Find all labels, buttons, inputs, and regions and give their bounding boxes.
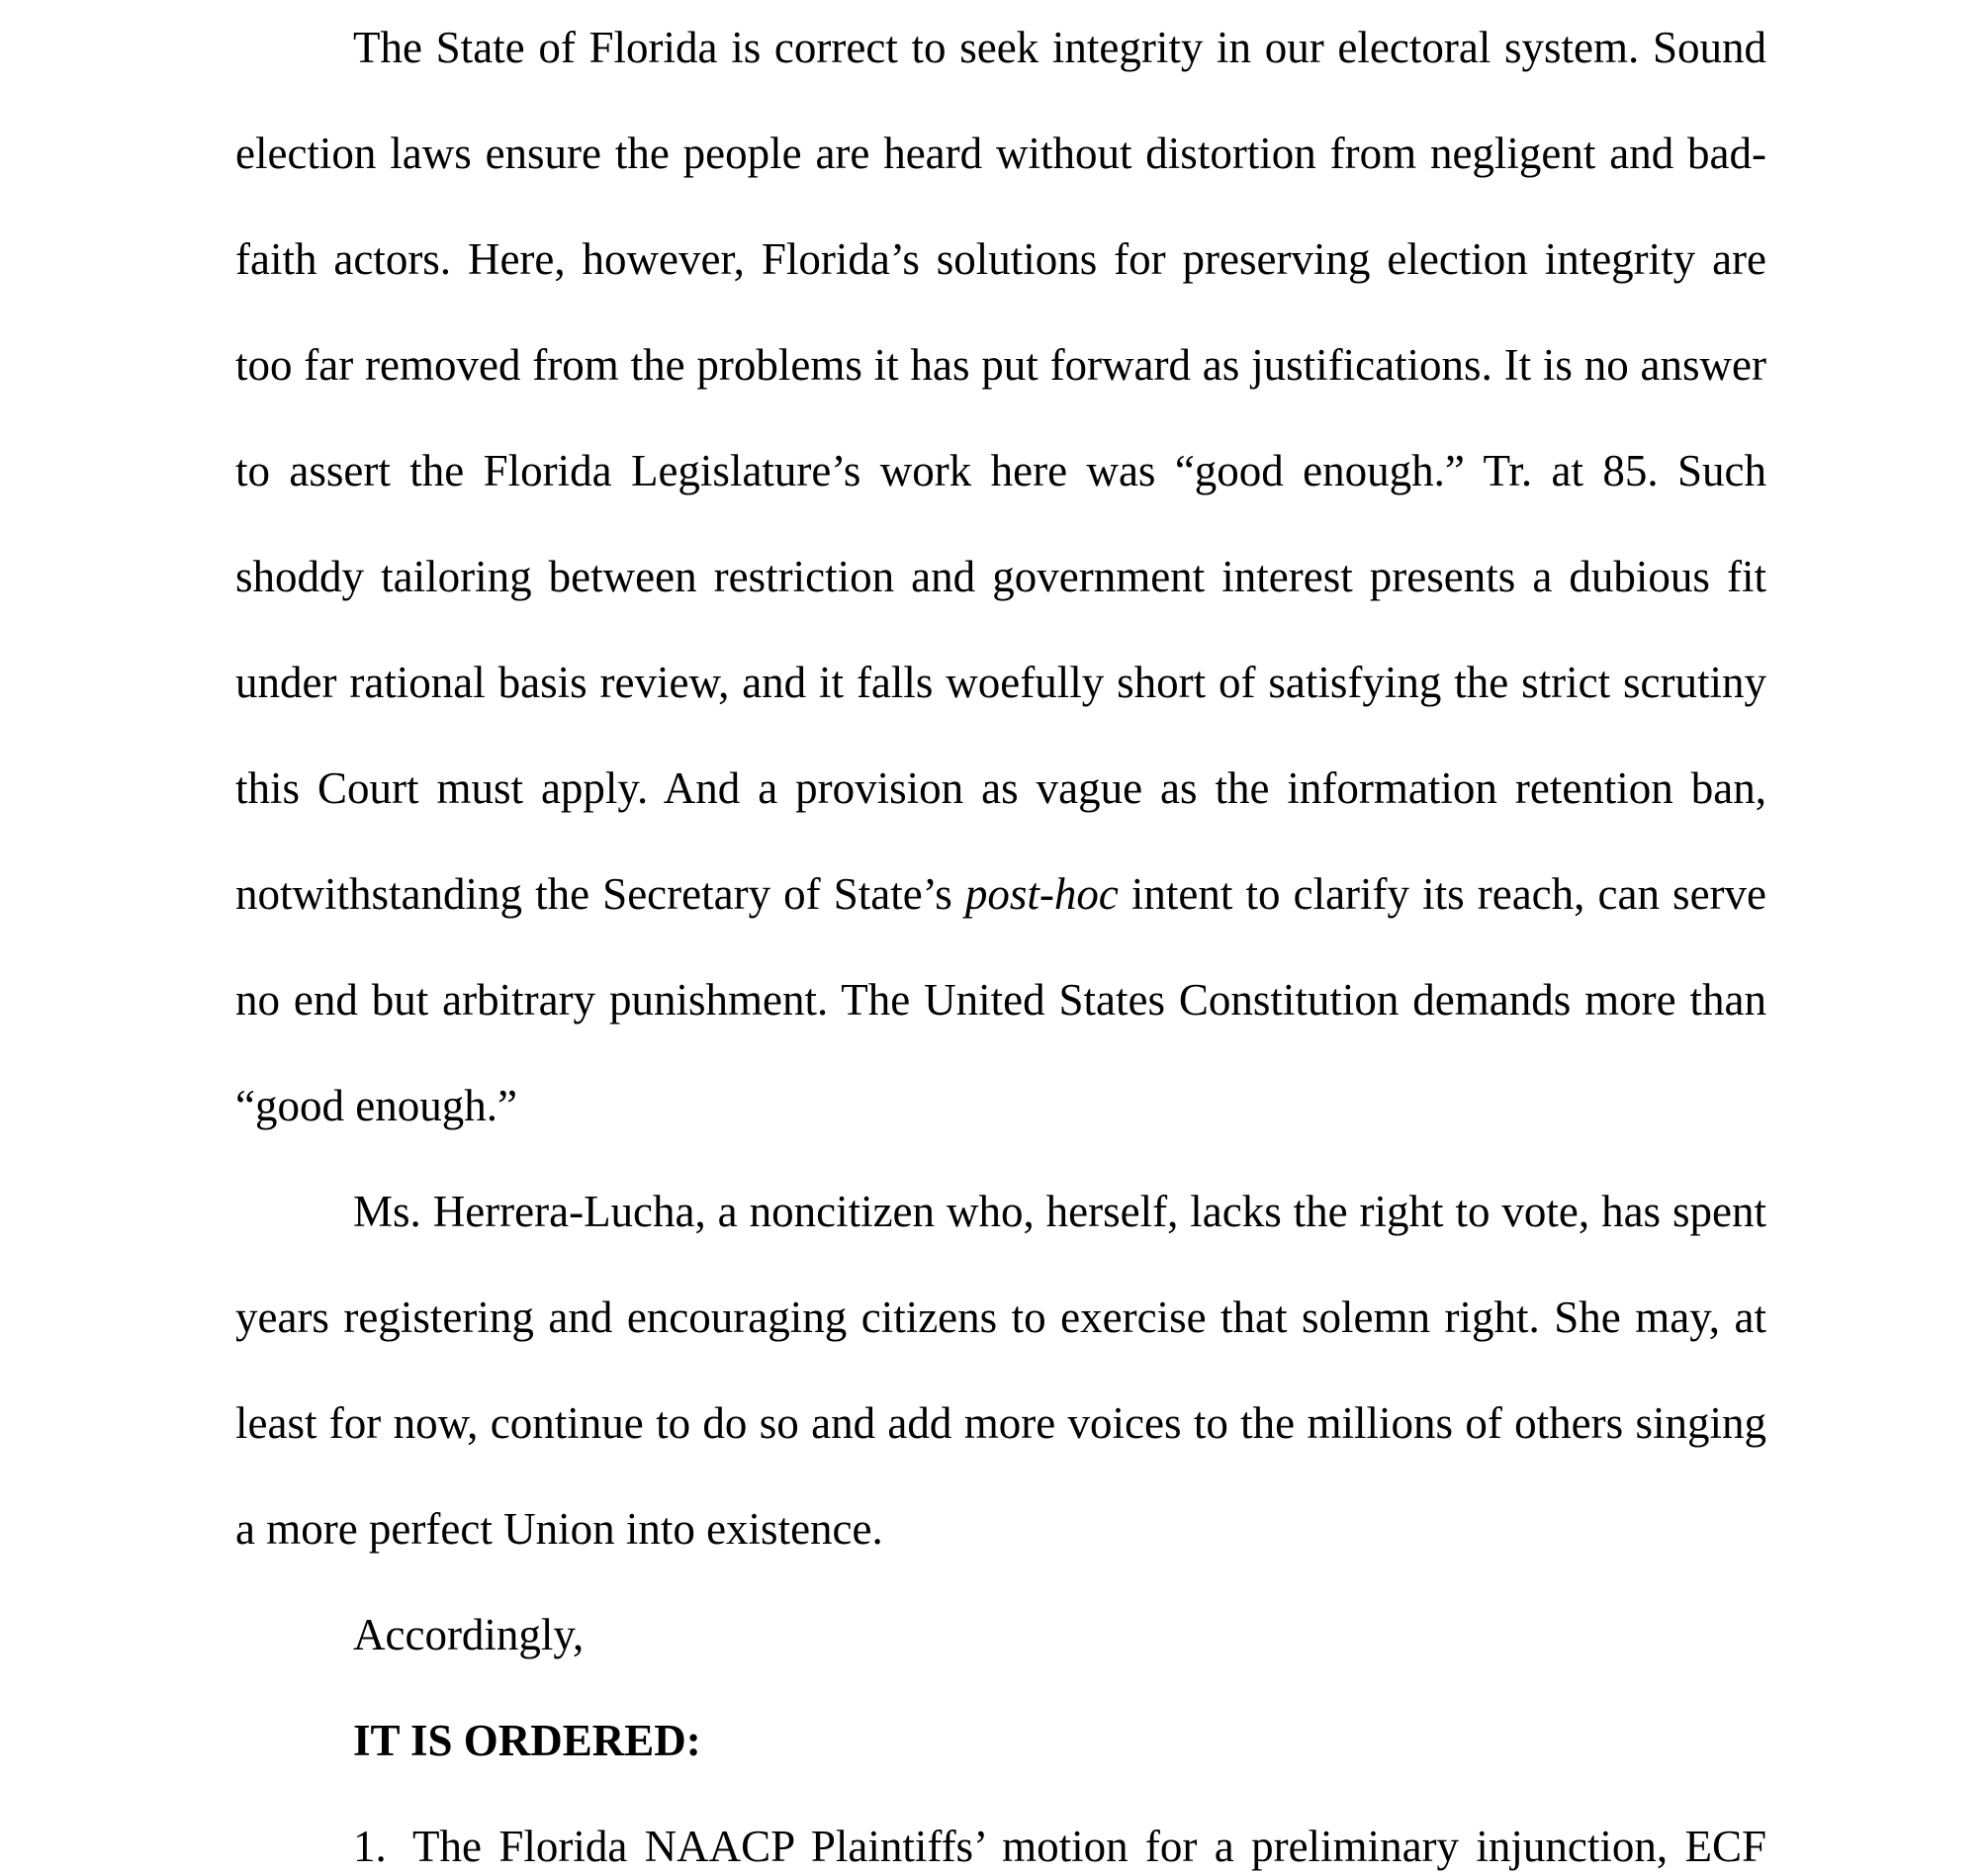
- order-item-1: [353, 1822, 1766, 1871]
- paragraph-1-line-10: no end but arbitrary punishment. The United States Constitution demands more than: [235, 975, 1766, 1025]
- paragraph-2-line-1: Ms. Herrera-Lucha, a noncitizen who, herself, lacks the right to vote, has spent: [353, 1187, 1766, 1236]
- paragraph-1-line-4: too far removed from the problems it has put forward as justifications. It is no answer: [235, 340, 1766, 390]
- paragraph-2-line-4: a more perfect Union into existence.: [235, 1504, 883, 1554]
- paragraph-1-line-7: under rational basis review, and it falls woefully short of satisfying the strict scrutiny: [235, 658, 1766, 707]
- line-9-text-after: intent to clarify its reach, can serve: [1118, 869, 1766, 919]
- paragraph-1-line-2: election laws ensure the people are heard without distortion from negligent and bad-: [235, 129, 1766, 178]
- paragraph-1-line-1: The State of Florida is correct to seek integrity in our electoral system. Sound: [353, 23, 1766, 72]
- post-hoc-italic: post-hoc: [964, 869, 1119, 919]
- paragraph-2-line-3: least for now, continue to do so and add more voices to the millions of others singing: [235, 1398, 1766, 1448]
- line-9-text-before: notwithstanding the Secretary of State’s: [235, 869, 965, 919]
- paragraph-1-line-3: faith actors. Here, however, Florida’s solutions for preserving election integrity are: [235, 234, 1766, 284]
- order-item-text: The Florida NAACP Plaintiffs’ motion for a preliminary injunction, ECF: [412, 1822, 1766, 1871]
- paragraph-1-line-9: [235, 869, 1766, 919]
- paragraph-2-line-2: years registering and encouraging citizens to exercise that solemn right. She may, at: [235, 1293, 1766, 1342]
- paragraph-1-line-8: this Court must apply. And a provision as vague as the information retention ban,: [235, 763, 1766, 813]
- paragraph-1-line-5: to assert the Florida Legislature’s work here was “good enough.” Tr. at 85. Such: [235, 446, 1766, 495]
- order-heading: IT IS ORDERED:: [353, 1716, 701, 1765]
- order-item-number: 1.: [353, 1822, 387, 1871]
- paragraph-1-line-6: shoddy tailoring between restriction and government interest presents a dubious fit: [235, 552, 1766, 601]
- paragraph-1-line-11: “good enough.”: [235, 1081, 517, 1130]
- accordingly-text: Accordingly,: [353, 1610, 585, 1659]
